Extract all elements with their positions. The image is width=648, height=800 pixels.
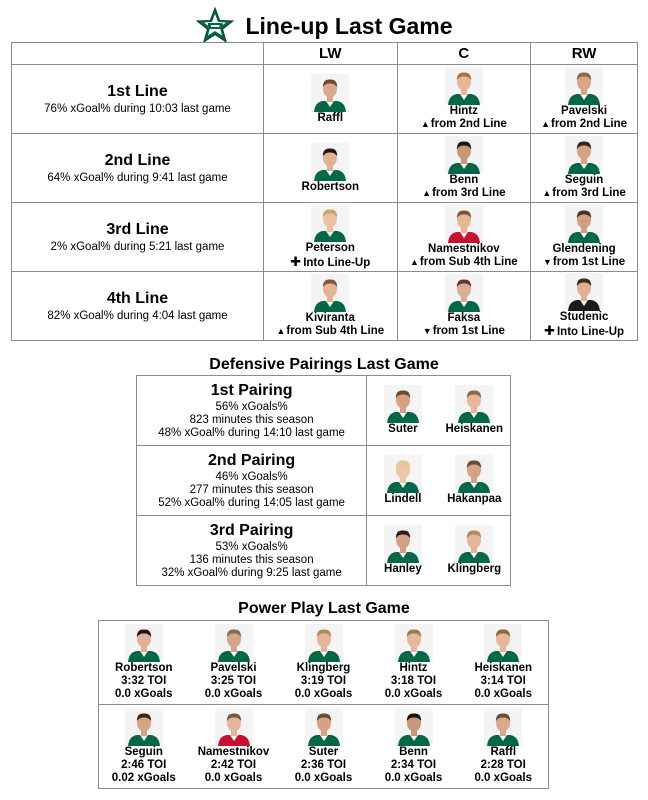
player-headshot-icon: [305, 624, 343, 662]
player: [531, 205, 637, 269]
column-header-c: C: [397, 43, 531, 65]
player-headshot-icon: [305, 708, 343, 746]
player-cell: [99, 621, 189, 705]
player-headshot-icon: [445, 136, 483, 174]
dallas-stars-logo: [195, 6, 235, 46]
player: [398, 205, 531, 269]
pairing-row: [137, 446, 511, 516]
line-info: [12, 203, 264, 272]
pairing-name: 3rd Pairing: [209, 521, 294, 539]
lines-header-row: [12, 43, 638, 65]
line-change: [544, 324, 624, 339]
player-name: Suter: [308, 746, 339, 758]
player-name: Robertson: [301, 180, 360, 193]
line-info: [12, 134, 264, 203]
player-cell: [531, 134, 638, 203]
player: [367, 525, 438, 576]
pairing-name: 1st Pairing: [210, 381, 293, 399]
player-headshot-icon: [565, 67, 603, 105]
player-toi: 3:19 TOI: [300, 675, 347, 687]
player-xgoals: 0.0 xGoals: [204, 688, 263, 700]
player-toi: 3:25 TOI: [210, 675, 257, 687]
pairing-xgoals: 53% xGoals%: [215, 540, 288, 553]
player-name: Pavelski: [561, 105, 608, 117]
player: [279, 708, 369, 785]
player: [264, 274, 397, 338]
player: [439, 525, 510, 576]
player-xgoals: 0.0 xGoals: [384, 688, 443, 700]
player-cell: [397, 134, 531, 203]
player-headshot-icon: [125, 708, 163, 746]
player-name: Studenic: [559, 311, 609, 323]
line-stat: 2% xGoal% during 5:21 last game: [50, 241, 225, 253]
player-headshot-icon: [125, 624, 163, 662]
player-cell: [189, 621, 279, 705]
power-play-table: [98, 620, 549, 789]
line-name: 1st Line: [107, 83, 168, 100]
line-row: [12, 65, 638, 134]
pairing-last-game: 48% xGoal% during 14:10 last game: [158, 426, 345, 439]
player: [531, 67, 637, 131]
player-cell: [439, 516, 511, 586]
player-name: Glendening: [552, 243, 616, 255]
pairing-minutes: 136 minutes this season: [189, 553, 314, 566]
player-name: Seguin: [124, 746, 163, 758]
player: [439, 455, 510, 506]
line-change-text: Into Line-Up: [303, 257, 371, 269]
column-header-rw: RW: [531, 43, 638, 65]
pairing-info: [137, 516, 367, 586]
player-xgoals: 0.0 xGoals: [294, 688, 353, 700]
player-headshot-icon: [445, 274, 483, 312]
player-name: Klingberg: [296, 662, 351, 674]
player-headshot-icon: [455, 525, 493, 563]
arrow-down-icon: ▼: [542, 257, 552, 267]
player: [367, 455, 438, 506]
player-headshot-icon: [455, 455, 493, 493]
player-name: Namestnikov: [428, 243, 500, 255]
arrow-up-icon: ▲: [542, 188, 552, 198]
player-xgoals: 0.0 xGoals: [294, 772, 353, 784]
player-cell: [531, 272, 638, 341]
pairing-info: [137, 446, 367, 516]
player-cell: [367, 376, 439, 446]
player-toi: 2:28 TOI: [480, 759, 526, 771]
pairing-minutes: 823 minutes this season: [189, 413, 314, 426]
pairing-xgoals: 46% xGoals%: [215, 470, 288, 483]
player-name: Namestnikov: [197, 746, 270, 758]
player-headshot-icon: [395, 624, 433, 662]
player-cell: [279, 705, 369, 789]
plus-icon: ✚: [290, 254, 302, 269]
line-name: 3rd Line: [106, 221, 169, 238]
player-name: Klingberg: [447, 563, 502, 575]
arrow-up-icon: ▲: [276, 326, 286, 336]
pairing-last-game: 52% xGoal% during 14:05 last game: [158, 496, 345, 509]
player-name: Heiskanen: [474, 662, 533, 674]
line-change: [541, 118, 627, 131]
line-change: [422, 187, 505, 200]
player-xgoals: 0.0 xGoals: [474, 772, 533, 784]
player-cell: [531, 65, 638, 134]
player-name: Benn: [399, 746, 428, 758]
player-cell: [439, 376, 511, 446]
player: [189, 624, 279, 701]
player: [439, 385, 510, 436]
line-row: [12, 134, 638, 203]
pairing-row: [137, 376, 511, 446]
player-name: Seguin: [564, 174, 604, 186]
player-cell: [459, 621, 549, 705]
pairing-last-game: 32% xGoal% during 9:25 last game: [161, 566, 342, 579]
player-headshot-icon: [565, 273, 603, 311]
line-change-text: from 1st Line: [552, 256, 626, 268]
player: [279, 624, 369, 701]
player-name: Suter: [388, 423, 418, 435]
line-change: [276, 325, 384, 338]
player-cell: [189, 705, 279, 789]
player: [367, 385, 438, 436]
player-headshot-icon: [455, 385, 493, 423]
player-cell: [397, 203, 531, 272]
player-xgoals: 0.0 xGoals: [204, 772, 263, 784]
plus-icon: ✚: [544, 323, 555, 338]
power-play-row: [99, 705, 549, 789]
player-toi: 2:42 TOI: [210, 759, 257, 771]
player: [189, 708, 279, 785]
player-cell: [264, 65, 398, 134]
player-headshot-icon: [215, 708, 253, 746]
player-headshot-icon: [215, 624, 253, 662]
player-cell: [369, 705, 459, 789]
player: [398, 136, 531, 200]
player-headshot-icon: [445, 67, 483, 105]
player-headshot-icon: [311, 274, 349, 312]
player: [264, 143, 397, 194]
player-name: Robertson: [115, 662, 173, 674]
line-change-text: from 2nd Line: [430, 118, 507, 130]
line-change: [290, 255, 370, 270]
player: [531, 273, 637, 339]
player-headshot-icon: [484, 708, 522, 746]
line-change-text: from Sub 4th Line: [419, 256, 518, 268]
line-change-text: from 2nd Line: [551, 118, 628, 130]
arrow-up-icon: ▲: [422, 188, 432, 198]
player-name: Pavelski: [210, 662, 257, 674]
player: [99, 708, 189, 785]
player-headshot-icon: [565, 205, 603, 243]
header: [0, 6, 648, 46]
player-headshot-icon: [384, 455, 422, 493]
player-xgoals: 0.0 xGoals: [474, 688, 533, 700]
player-cell: [264, 134, 398, 203]
player-xgoals: 0.0 xGoals: [384, 772, 443, 784]
player-toi: 2:36 TOI: [300, 759, 347, 771]
player-headshot-icon: [311, 204, 349, 242]
defense-title: Defensive Pairings Last Game: [209, 356, 439, 373]
player-xgoals: 0.0 xGoals: [114, 688, 173, 700]
player-xgoals: 0.02 xGoals: [111, 772, 176, 784]
player-toi: 3:32 TOI: [121, 675, 167, 687]
player-headshot-icon: [395, 708, 433, 746]
line-stat: 64% xGoal% during 9:41 last game: [47, 172, 228, 184]
player-headshot-icon: [384, 525, 422, 563]
player-name: Peterson: [305, 242, 355, 254]
player-toi: 3:14 TOI: [480, 675, 526, 687]
column-header-lw: LW: [264, 43, 398, 65]
player-cell: [531, 203, 638, 272]
player: [264, 74, 397, 125]
player: [398, 67, 531, 131]
player: [398, 274, 531, 338]
player-name: Benn: [449, 174, 479, 186]
player-cell: [397, 65, 531, 134]
player-name: Kiviranta: [305, 312, 355, 324]
defense-table: [136, 375, 511, 586]
arrow-up-icon: ▲: [420, 119, 430, 129]
pairing-info: [137, 376, 367, 446]
player: [264, 204, 397, 270]
line-name: 2nd Line: [104, 152, 171, 169]
line-change-text: from Sub 4th Line: [286, 325, 385, 337]
player: [369, 708, 459, 785]
player-name: Heiskanen: [445, 423, 504, 435]
line-stat: 76% xGoal% during 10:03 last game: [44, 103, 231, 115]
line-change: [421, 118, 507, 131]
arrow-up-icon: ▲: [541, 119, 550, 129]
player-name: Hintz: [399, 662, 428, 674]
player-name: Lindell: [384, 493, 422, 505]
player-cell: [264, 203, 398, 272]
player-toi: 3:18 TOI: [390, 675, 437, 687]
line-change-text: from 3rd Line: [432, 187, 506, 199]
player: [531, 136, 637, 200]
power-play-title: Power Play Last Game: [238, 600, 410, 617]
arrow-down-icon: ▼: [422, 326, 432, 336]
lines-table: [11, 42, 638, 341]
player-cell: [99, 705, 189, 789]
player-name: Faksa: [447, 312, 481, 324]
player-cell: [459, 705, 549, 789]
line-change: [423, 325, 505, 338]
player-name: Hakanpaa: [447, 493, 502, 505]
page-title: Line-up Last Game: [245, 12, 453, 39]
line-change-text: from 3rd Line: [552, 187, 626, 199]
player-headshot-icon: [484, 624, 522, 662]
player-cell: [397, 272, 531, 341]
arrow-up-icon: ▲: [410, 257, 419, 267]
line-change: [542, 187, 625, 200]
player-name: Hintz: [449, 105, 478, 117]
player-cell: [264, 272, 398, 341]
player-headshot-icon: [565, 136, 603, 174]
pairing-name: 2nd Pairing: [208, 451, 296, 469]
player-headshot-icon: [311, 74, 349, 112]
player: [369, 624, 459, 701]
pairing-minutes: 277 minutes this season: [189, 483, 314, 496]
column-header: [12, 43, 264, 65]
pairing-xgoals: 56% xGoals%: [215, 400, 288, 413]
player-toi: 2:46 TOI: [121, 759, 167, 771]
line-change: [410, 256, 518, 269]
player-name: Raffl: [490, 746, 517, 758]
player-name: Raffl: [317, 111, 344, 124]
line-stat: 82% xGoal% during 4:04 last game: [47, 310, 228, 322]
player-toi: 2:34 TOI: [390, 759, 437, 771]
player-name: Hanley: [384, 563, 422, 575]
player-cell: [367, 446, 439, 516]
player-cell: [439, 446, 511, 516]
player-cell: [279, 621, 369, 705]
power-play-row: [99, 621, 549, 705]
line-info: [12, 272, 264, 341]
line-change-text: from 1st Line: [432, 325, 505, 337]
line-change: [543, 256, 625, 269]
player-headshot-icon: [384, 385, 422, 423]
line-info: [12, 65, 264, 134]
player-cell: [367, 516, 439, 586]
player-cell: [369, 621, 459, 705]
player: [459, 708, 549, 785]
line-row: [12, 272, 638, 341]
line-name: 4th Line: [106, 290, 169, 307]
player: [459, 624, 549, 701]
player-headshot-icon: [445, 205, 483, 243]
player-headshot-icon: [311, 143, 349, 181]
line-change-text: Into Line-Up: [556, 326, 625, 338]
player: [99, 624, 189, 701]
line-row: [12, 203, 638, 272]
pairing-row: [137, 516, 511, 586]
